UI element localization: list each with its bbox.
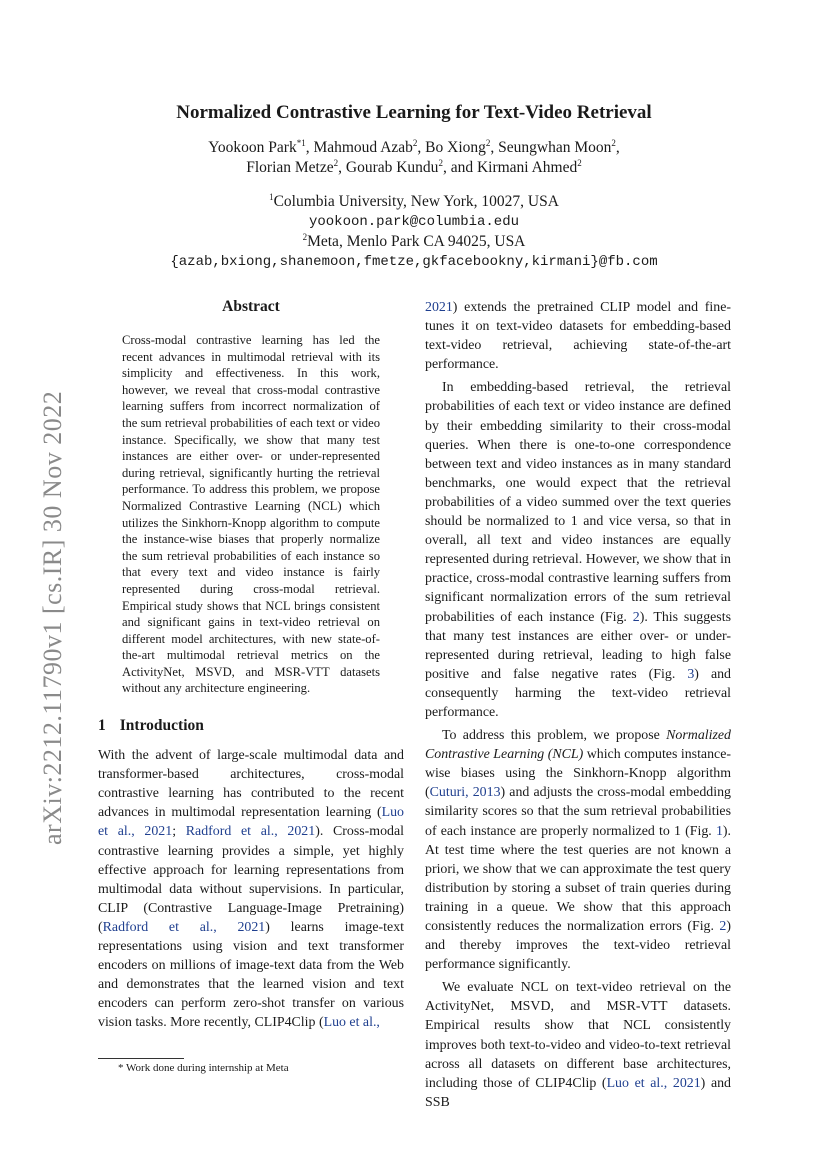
author-line-2: Florian Metze$^2$, Gourab Kundu$^2$, and Kirmani Ahmed$^2$ (246, 157, 582, 176)
footnote-rule (98, 1058, 184, 1059)
intro-paragraph-4: We evaluate NCL on text-video retrieval on the ActivityNet, MSVD, and MSR-VTT datasets. Empirical results show that NCL consistently improves both text-to-video and video-to-text retrieval across all datasets on different base architectures, including those of CLIP4Clip (Luo et al., 2021) and SSB (425, 980, 732, 1110)
right-column (425, 298, 731, 1112)
intro-paragraph-3: To address this problem, we propose Normalized Contrastive Learning (NCL) which computes instance-wise biases using the Sinkhorn-Knopp algorithm (Cuturi, 2013) and adjusts the cross-modal embedding similarity scores so that the sum retrieval probabilities of each instance are properly normalized to 1 (Fig. 1). At test time where the test queries are not known a priori, we show that we can approximate the test query distribution by storing a subset of train queries during training in a queue. We show that this approach consistently reduces the normalization errors (Fig. 2) and thereby improves the text-video retrieval performance significantly. (425, 728, 732, 973)
figure-link[interactable]: 3 (687, 666, 695, 682)
citation-link[interactable]: Radford et al., 2021 (185, 824, 316, 840)
abstract-heading: Abstract (222, 298, 280, 315)
citation-link[interactable]: Radford et al., 2021 (102, 919, 266, 935)
section-heading (98, 717, 404, 735)
citation-link[interactable]: Cuturi, 2013 (429, 785, 501, 801)
citation-link[interactable]: Luo et al., 2021 (606, 1075, 701, 1091)
abstract-text: Cross-modal contrastive learning has led the recent advances in multimodal retrieval with its simplicity and effectiveness. In this work, however, we reveal that cross-modal contrastive learning suffers from incorrect normalization of the sum retrieval probabilities of each text or video instance. Specifically, we show that many test instances are either over- or under-represented during retrieval, significantly hurting the retrieval performance. To address this problem, we propose Normalized Contrastive Learning (NCL) which utilizes the Sinkhorn-Knopp algorithm to compute the instance-wise biases that properly normalize the sum retrieval probabilities of each instance so that every text and video instance is fairly represented during cross-modal retrieval. Empirical study shows that NCL brings consistent and significant gains in text-video retrieval on different model architectures, with new state-of-the-art multimodal retrieval metrics on the ActivityNet, MSVD, and MSR-VTT datasets without any architecture engineering. (122, 333, 380, 696)
affiliation-1: $^1$Columbia University, New York, 10027, USA (269, 191, 559, 210)
affiliation-2: $^2$Meta, Menlo Park CA 94025, USA (302, 231, 526, 250)
arxiv-stamp: arXiv:2212.11790v1 [cs.IR] 30 Nov 2022 (38, 390, 67, 845)
intro-paragraph-1-cont: 2021) extends the pretrained CLIP model and fine-tunes it on text-video datasets for embedding-based text-video retrieval, achieving state-of-the-art performance. (425, 300, 731, 373)
intro-paragraph-1: With the advent of large-scale multimodal data and transformer-based architectures, cross-modal contrastive learning has contributed to the recent advances in multimodal representation learning (Luo et al., 2021; Radford et al., 2021). Cross-modal contrastive learning provides a simple, yet highly effective approach for learning representations from multimodal data without supervisions. In particular, CLIP (Contrastive Language-Image Pretraining) (Radford et al., 2021) learns image-text representations using vision and text transformer encoders on millions of image-text data from the Web and demonstrates that the learned vision and text encoders can perform zero-shot transfer on various vision tasks. More recently, CLIP4Clip (Luo et al., (98, 748, 404, 1031)
author-line-1: Yookoon Park$^{*1}$, Mahmoud Azab$^2$, Bo Xiong$^2$, Seungwhan Moon$^2$, (208, 137, 620, 156)
section-title: Introduction (119, 717, 204, 735)
citation-link[interactable]: Luo et al., 2021 (98, 805, 404, 840)
email-2: {azab,bxiong,shanemoon,fmetze,gkfacebookny,kirmani}@fb.com (170, 254, 658, 270)
author-list (150, 138, 678, 178)
section-number: 1 (98, 717, 106, 735)
citation-link[interactable]: 2021 (425, 300, 453, 315)
email-1: yookoon.park@columbia.edu (308, 214, 520, 230)
footnote: * Work done during internship at Meta (118, 1062, 289, 1074)
paper-title: Normalized Contrastive Learning for Text-Video Retrieval (176, 102, 652, 123)
figure-link[interactable]: 1 (715, 823, 723, 839)
intro-paragraph-2: In embedding-based retrieval, the retrieval probabilities of each text or video instance are defined by their embedding similarity to their cross-modal queries. When there is one-to-one correspondence between text and video instances as in many standard benchmarks, one would expect that the retrieval probabilities of a video summed over the text queries should be normalized to 1 and vice versa, so that in overall, all text and video instances are equally represented during retrieval. However, we show that in practice, cross-modal contrastive learning suffers from significant normalization errors of the sum retrieval probabilities of each instance (Fig. 2). This suggests that many test instances are either over- or under-represented during retrieval, leading to high false positive and false negative rates (Fig. 3) and consequently harming the text-video retrieval performance. (425, 380, 732, 720)
figure-link[interactable]: 2 (719, 919, 727, 934)
figure-link[interactable]: 2 (632, 609, 640, 625)
affiliations (150, 192, 678, 272)
citation-link[interactable]: Luo et al., (323, 1015, 380, 1031)
left-column (98, 298, 404, 1032)
